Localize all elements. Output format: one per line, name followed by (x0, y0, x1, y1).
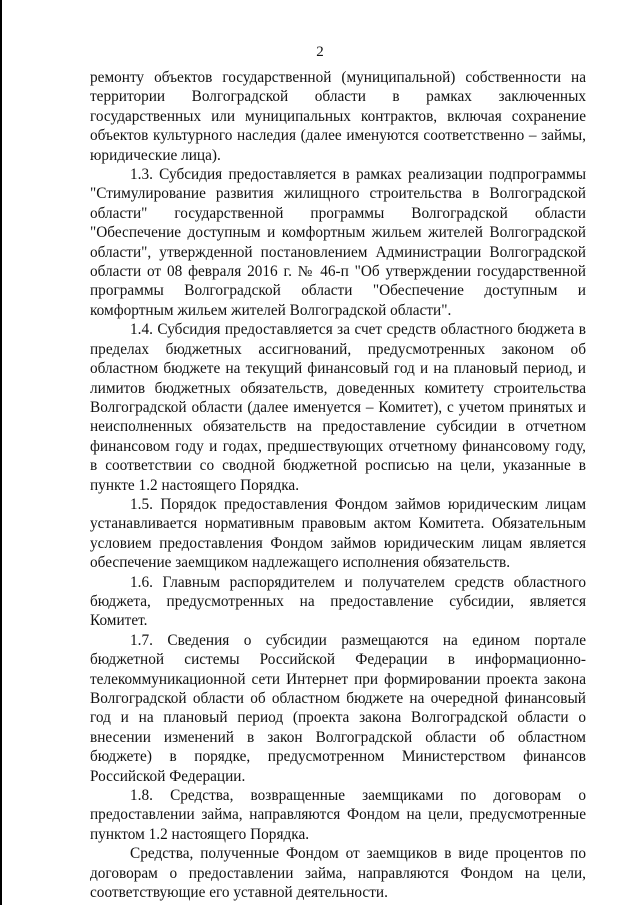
page-number: 2 (316, 44, 324, 60)
paragraph-1-7: 1.7. Сведения о субсидии размещаются на едином портале бюджетной системы Российской Федерации в информационно-телекоммуникационной сети Интернет при формировании проекта закона Волгоградской области об областном бюджете на очередной финансовый год и на плановый период (проекта закона Волгоградской области о внесении изменений в закон Волгоградской области об областном бюджете) в порядке, предусмотренном Министерством финансов Российской Федерации. (90, 631, 586, 785)
paragraph-1-6: 1.6. Главным распорядителем и получателем средств областного бюджета, предусмотренных на предоставление субсидии, является Комитет. (90, 573, 586, 630)
paragraph-1-8: 1.8. Средства, возвращенные заемщиками по договорам о предоставлении займа, направляются Фондом на цели, предусмотренные пунктом 1.2 настоящего Порядка. (90, 787, 586, 843)
paragraph-1-5: 1.5. Порядок предоставления Фондом займов юридическим лицам устанавливается нормативным правовым актом Комитета. Обязательным условием предоставления Фондом займов юридическим лицам является обеспечение заемщиком надлежащего исполнения обязательств. (90, 495, 586, 572)
paragraph-interest: Средства, полученные Фондом от заемщиков в виде процентов по договорам о предоставлении займа, направляются Фондом на цели, соответствующие его уставной деятельности. (90, 845, 586, 902)
left-page-edge (0, 0, 2, 905)
paragraph-1-4: 1.4. Субсидия предоставляется за счет средств областного бюджета в пределах бюджетных ассигнований, предусмотренных законом об областном бюджете на текущий финансовый год и на плановый период, и лимитов бюджетных обязательств, доведенных комитету строительства Волгоградской области (далее именуется – Комитет), с учетом принятых и неисполненных обязательств на предоставление субсидии в отчетном финансовом году и годах, предшествующих отчетному финансовому году, в соответствии со сводной бюджетной росписью на цели, указанные в пункте 1.2 настоящего Порядка. (90, 321, 586, 494)
paragraph-1-3: 1.3. Субсидия предоставляется в рамках реализации подпрограммы "Стимулирование развития жилищного строительства в Волгоградской области" государственной программы Волгоградской области "Обеспечение доступным и комфортным жильем жителей Волгоградской области", утвержденной постановлением Администрации Волгоградской области от 08 февраля 2016 г. № 46-п "Об утверждении государственной программы Волгоградской области "Обеспечение доступным и комфортным жильем жителей Волгоградской области". (90, 166, 586, 319)
paragraph-continuation: ремонту объектов государственной (муниципальной) собственности на территории Волгоградской области в рамках заключенных государственных или муниципальных контрактов, включая сохранение объектов культурного наследия (далее именуются соответственно – займы, юридические лица). (90, 69, 586, 164)
document-body (90, 68, 586, 902)
